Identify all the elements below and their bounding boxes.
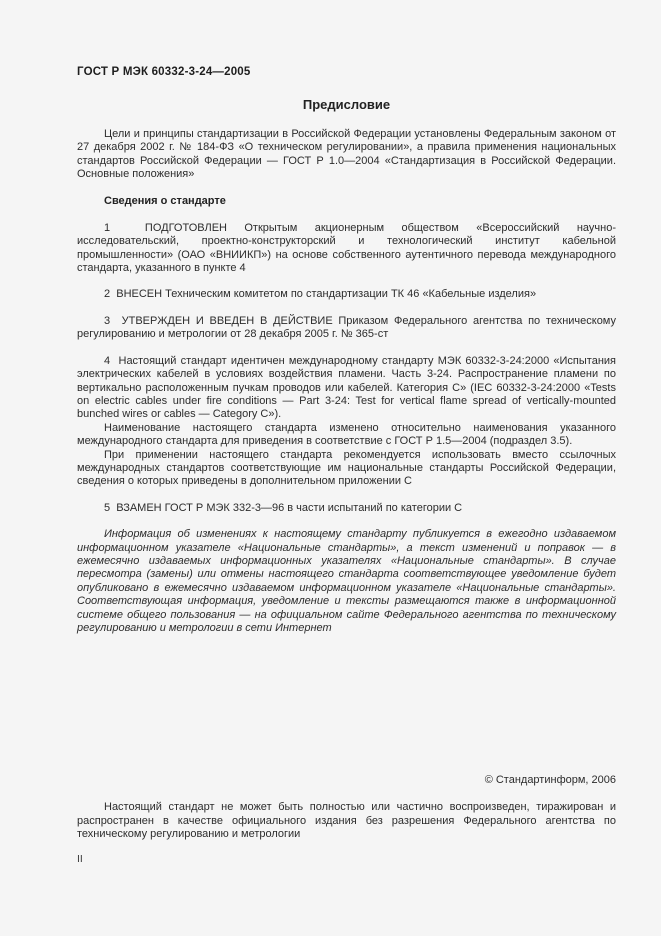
standard-item-3-approved: 3 УТВЕРЖДЕН И ВВЕДЕН В ДЕЙСТВИЕ Приказом Федерального агентства по техническому регулированию и метрологии от 28 декабря 2005 г. № 365-ст (77, 314, 616, 341)
standard-item-2-submitted: 2 ВНЕСЕН Техническим комитетом по стандартизации ТК 46 «Кабельные изделия» (104, 288, 537, 301)
standard-item-1-prepared: 1 ПОДГОТОВЛЕН Открытым акционерным обществом «Всероссийский научно-исследовательский, проектно-конструкторский и технологический институт кабельной промышленности» (ОАО «ВНИИКП») на основе собственного аутентичного перевода международного стандарта, указанного в пункте 4 (77, 221, 616, 275)
section-heading-standard-info: Сведения о стандарте (104, 195, 226, 208)
page-title: Предисловие (302, 97, 391, 113)
standard-item-4-identical: 4 Настоящий стандарт идентичен международному стандарту МЭК 60332-3-24:2000 «Испытания электрических кабелей в условиях воздействия пламени. Часть 3-24. Распространение пламени по вертикально расположенным пучкам проводов или кабелей. Категория С» (IEC 60332-3-24:2000 «Tests on electric cables under fire conditions — Part 3-24: Test for vertical flame spread of vertically-mounted bunched wires or cables — Category C»). (77, 354, 616, 421)
document-number-header: ГОСТ Р МЭК 60332-3-24—2005 (77, 66, 251, 78)
page-number: II (77, 852, 83, 865)
amendments-notice: Информация об изменениях к настоящему стандарту публикуется в ежегодно издаваемом информационном указателе «Национальные стандарты», а текст изменений и поправок — в ежемесячно издаваемых информационных указателях «Национальные стандарты». В случае пересмотра (замены) или отмены настоящего стандарта соответствующее уведомление будет опубликовано в ежемесячно издаваемом информационном указателе «Национальные стандарты». Соответствующая информация, уведомление и тексты размещаются также в информационной системе общего пользования — на официальном сайте Федерального агентства по техническому регулированию и метрологии в сети Интернет (77, 528, 616, 634)
copyright-line: © Стандартинформ, 2006 (484, 773, 616, 786)
intro-paragraph: Цели и принципы стандартизации в Российской Федерации установлены Федеральным законом от 27 декабря 2002 г. № 184-ФЗ «О техническом регулировании», а правила применения национальных стандартов Российской Федерации — ГОСТ Р 1.0—2004 «Стандартизация в Российской Федерации. Основные положения» (77, 127, 616, 181)
reproduction-disclaimer: Настоящий стандарт не может быть полностью или частично воспроизведен, тиражирован и распространен в качестве официального издания без разрешения Федерального агентства по техническому регулированию и метрологии (77, 801, 616, 841)
page-footer (77, 774, 616, 866)
item4-note-references: При применении настоящего стандарта рекомендуется использовать вместо ссылочных международных стандартов соответствующие им национальные стандарты Российской Федерации, сведения о которых приведены в дополнительном приложении С (77, 448, 616, 488)
standard-item-5-replaces: 5 ВЗАМЕН ГОСТ Р МЭК 332-3—96 в части испытаний по категории С (104, 501, 463, 514)
item4-note-name-change: Наименование настоящего стандарта изменено относительно наименования указанного международного стандарта для приведения в соответствие с ГОСТ Р 1.5—2004 (подраздел 3.5). (77, 421, 616, 448)
